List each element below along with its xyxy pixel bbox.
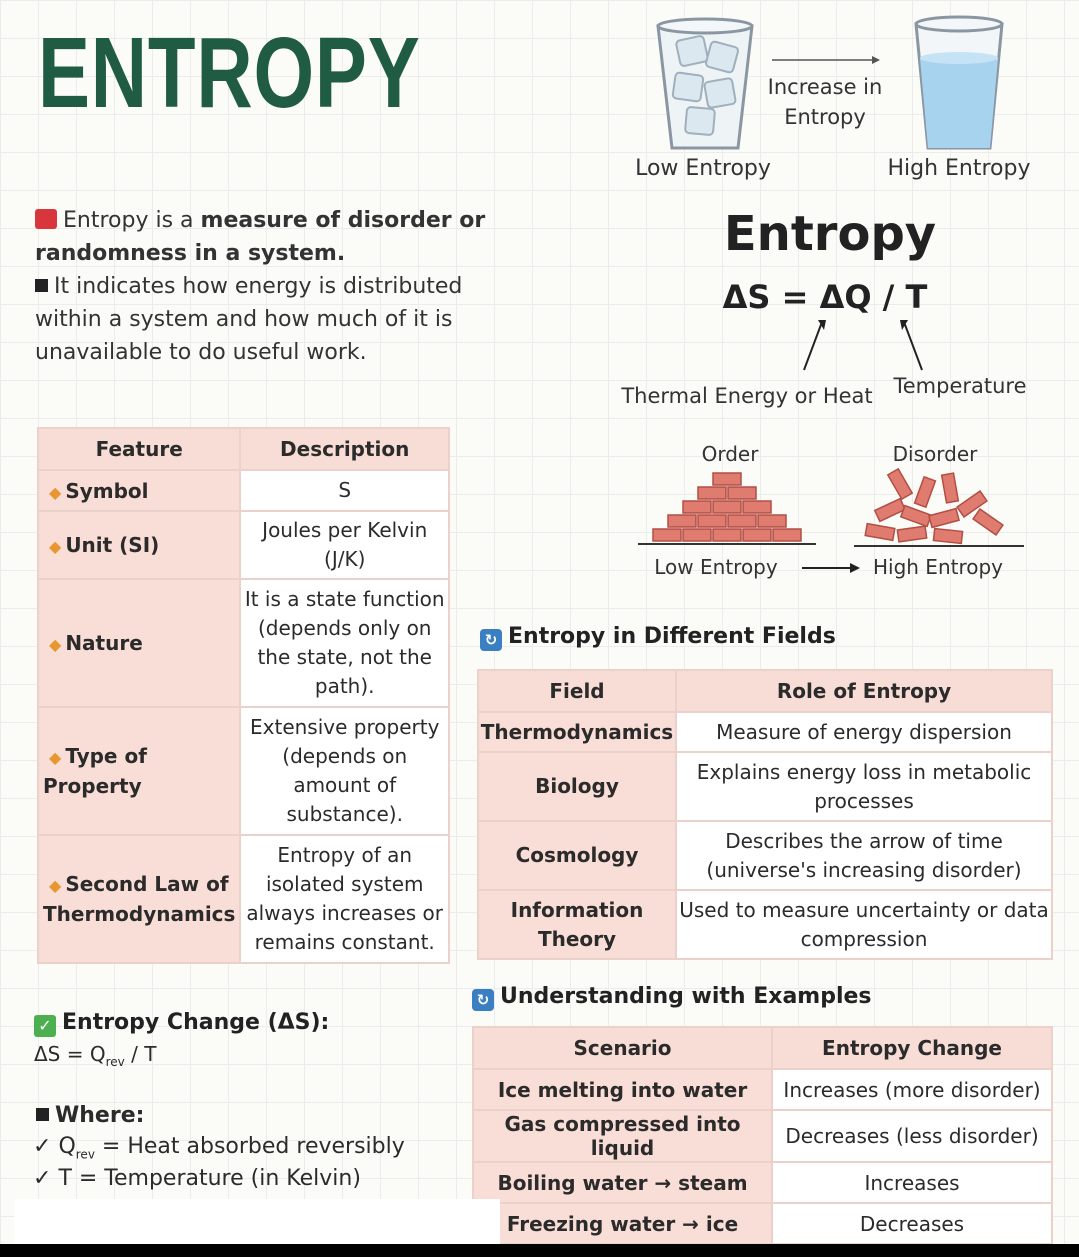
glass-arrow-label: Increase in Entropy	[767, 75, 883, 129]
role-cell: Measure of energy dispersion	[676, 712, 1052, 752]
high-entropy-bricks-label: High Entropy	[872, 555, 1004, 579]
change-cell: Increases	[772, 1162, 1052, 1203]
feature-cell: Unit (SI)	[65, 533, 160, 557]
diamond-icon: ◆	[49, 875, 62, 895]
table-row	[38, 835, 449, 963]
intro-text	[35, 204, 515, 369]
description-cell: It is a state function (depends only on the state, not the path).	[240, 579, 449, 707]
order-label: Order	[701, 442, 759, 466]
page-title: ENTROPY	[38, 17, 421, 129]
water-glass-icon	[916, 17, 1002, 148]
intro-line1-bold: measure of disorder or randomness in a system.	[35, 208, 486, 266]
table-row	[478, 890, 1052, 959]
low-entropy-bricks-label: Low Entropy	[654, 555, 778, 579]
entropy-change-formula: $\Delta S = Q_{rev} / T$	[34, 1042, 157, 1069]
check-icon: ✓	[34, 1015, 56, 1037]
sync-icon: ↻	[480, 629, 502, 651]
table-row	[478, 821, 1052, 890]
heat-label: Thermal Energy or Heat	[621, 384, 873, 408]
high-entropy-label: High Entropy	[887, 156, 1031, 181]
field-cell: Information Theory	[478, 890, 676, 959]
definition-q: ✓ $Q_{rev}$ = Heat absorbed reversibly	[33, 1134, 405, 1162]
scenario-cell: Ice melting into water	[473, 1069, 772, 1110]
diamond-icon: ◆	[49, 537, 62, 556]
table-row	[38, 707, 449, 835]
feature-cell: Type of Property	[43, 743, 147, 798]
intro-line2: It indicates how energy is distributed within a system and how much of it is unavailable to do useful work.	[35, 274, 463, 365]
diamond-icon: ◆	[49, 747, 62, 767]
bricks-arrow	[800, 558, 862, 578]
ordered-bricks-icon	[653, 473, 801, 541]
scenario-cell: Gas compressed into liquid	[473, 1110, 772, 1162]
sync-icon: ↻	[472, 989, 494, 1011]
entropy-change-heading	[34, 1010, 329, 1037]
feature-cell: Nature	[65, 631, 143, 655]
disorder-label: Disorder	[892, 442, 978, 466]
field-cell: Biology	[478, 752, 676, 821]
formula-arrows	[790, 318, 940, 378]
checkmark-icon: ✓	[33, 1166, 52, 1191]
table-row	[473, 1162, 1052, 1203]
feature-cell: Symbol	[65, 478, 149, 503]
black-square-icon	[36, 1108, 49, 1121]
examples-table	[472, 1026, 1053, 1245]
ice-glass-icon	[658, 19, 752, 148]
feature-header: Feature	[38, 428, 240, 470]
field-cell: Cosmology	[478, 821, 676, 890]
table-row	[38, 470, 449, 511]
table-row	[473, 1110, 1052, 1162]
description-header: Description	[240, 428, 449, 470]
change-cell: Decreases (less disorder)	[772, 1110, 1052, 1162]
table-row	[473, 1203, 1052, 1244]
red-square-icon	[35, 209, 57, 229]
table-row	[478, 752, 1052, 821]
scenario-header: Scenario	[473, 1027, 772, 1069]
role-cell: Describes the arrow of time (universe's increasing disorder)	[676, 821, 1052, 890]
role-header: Role of Entropy	[676, 670, 1052, 712]
definition-t: ✓ T = Temperature (in Kelvin)	[33, 1166, 361, 1191]
role-cell: Explains energy loss in metabolic processes	[676, 752, 1052, 821]
change-cell: Increases (more disorder)	[772, 1069, 1052, 1110]
entropy-change-heading-text: Entropy Change (ΔS):	[62, 1010, 330, 1035]
fields-heading	[480, 624, 836, 651]
change-header: Entropy Change	[772, 1027, 1052, 1069]
fields-heading-text: Entropy in Different Fields	[508, 624, 836, 649]
disordered-bricks-icon	[865, 469, 1003, 544]
bricks-diagram	[636, 468, 1036, 552]
entropy-heading: Entropy	[723, 206, 937, 262]
scenario-cell: Freezing water → ice	[473, 1203, 772, 1244]
diamond-icon: ◆	[49, 482, 62, 502]
change-cell: Decreases	[772, 1203, 1052, 1244]
examples-heading-text: Understanding with Examples	[500, 984, 872, 1009]
description-cell: Entropy of an isolated system always increases or remains constant.	[240, 835, 449, 963]
description-cell: Extensive property (depends on amount of substance).	[240, 707, 449, 835]
table-row	[38, 579, 449, 707]
where-label: Where:	[36, 1103, 144, 1128]
role-cell: Used to measure uncertainty or data compression	[676, 890, 1052, 959]
checkmark-icon: ✓	[33, 1134, 52, 1159]
bottom-bar	[0, 1244, 1079, 1257]
low-entropy-label: Low Entropy	[635, 156, 771, 181]
entropy-formula: ΔS = ΔQ / T	[722, 278, 928, 316]
black-square-icon	[35, 279, 48, 292]
table-row	[478, 712, 1052, 752]
feature-table	[37, 427, 450, 964]
table-row	[38, 511, 449, 579]
intro-line1-prefix: Entropy is a	[63, 208, 201, 233]
feature-cell: Second Law of Thermodynamics	[43, 871, 236, 926]
scenario-cell: Boiling water → steam	[473, 1162, 772, 1203]
examples-heading	[472, 984, 872, 1011]
temperature-label: Temperature	[893, 374, 1027, 398]
description-cell: S	[240, 470, 449, 511]
description-cell: Joules per Kelvin (J/K)	[240, 511, 449, 579]
field-cell: Thermodynamics	[478, 712, 676, 752]
table-row	[473, 1069, 1052, 1110]
bottom-panel	[14, 1199, 500, 1245]
field-header: Field	[478, 670, 676, 712]
fields-table	[477, 669, 1053, 960]
diamond-icon: ◆	[49, 635, 62, 654]
